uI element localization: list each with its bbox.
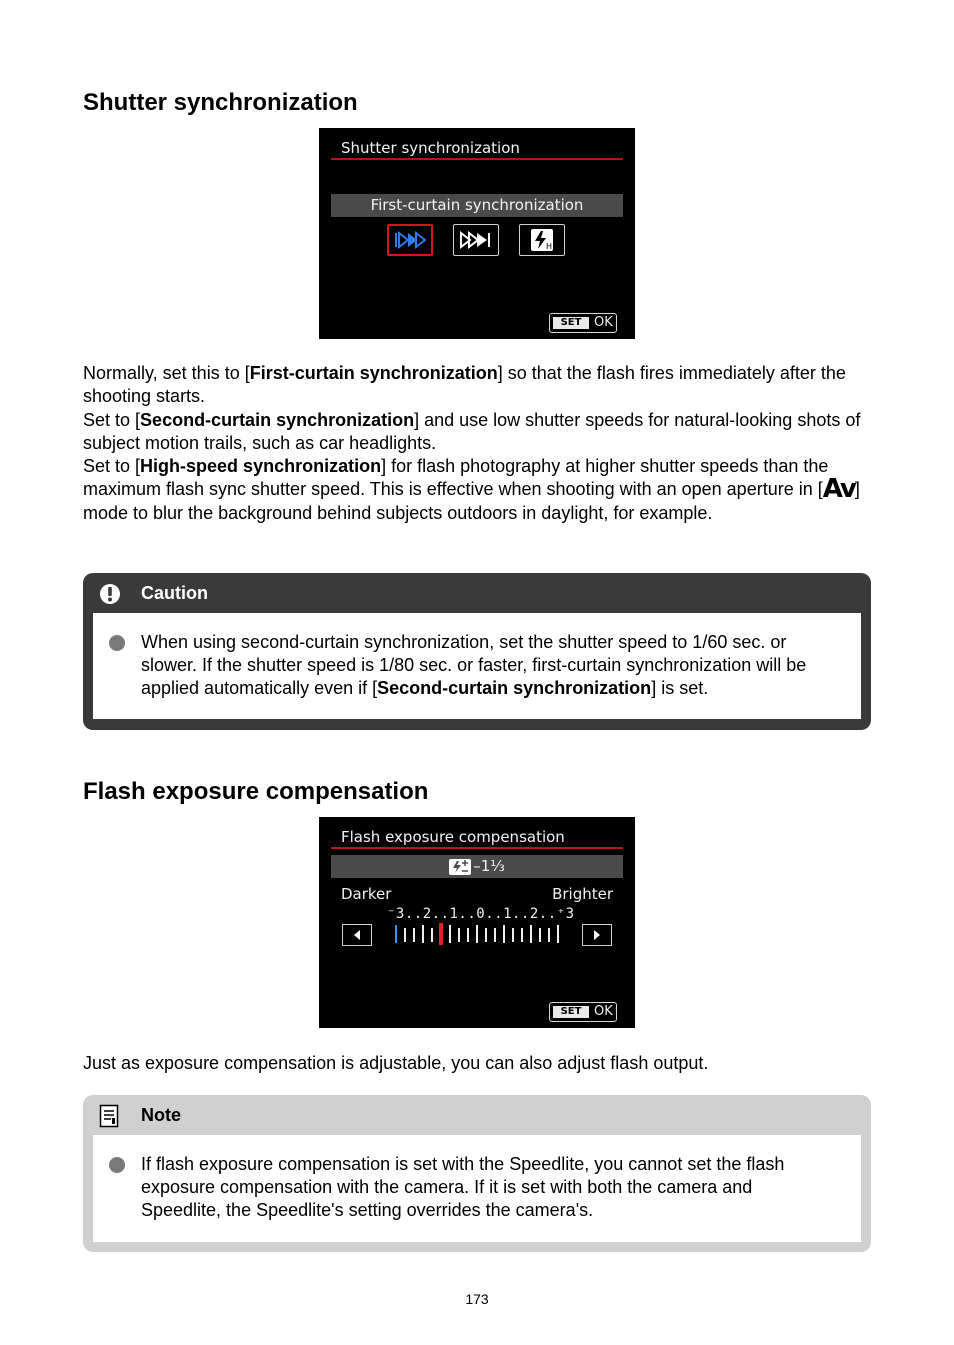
scale-tick: [512, 928, 514, 942]
first-curtain-sync-icon[interactable]: [387, 224, 433, 256]
note-box: [83, 1095, 871, 1252]
paragraph-first-curtain: Normally, set this to [First-curtain synchronization] so that the flash fires immediately after the shooting starts.: [83, 363, 846, 407]
high-speed-sync-icon[interactable]: [519, 224, 565, 256]
scale-tick: [395, 925, 397, 943]
decrease-button[interactable]: [342, 924, 372, 946]
screen-title: Shutter synchronization: [341, 139, 520, 157]
paragraph-flash-output: Just as exposure compensation is adjustable, you can also adjust flash output.: [83, 1053, 709, 1073]
second-curtain-sync-icon[interactable]: [453, 224, 499, 256]
scale-tick: [530, 925, 532, 943]
scale-tick: [539, 928, 541, 942]
right-arrow-icon: [593, 930, 601, 940]
scale-tick: [422, 925, 424, 943]
scale-tick: [548, 928, 550, 942]
scale-tick: [467, 928, 469, 942]
caution-label: Caution: [141, 583, 208, 603]
scale-tick: [449, 925, 451, 943]
shutter-sync-screen: [319, 128, 635, 339]
scale-tick: [557, 925, 559, 943]
scale-tick: [476, 925, 478, 943]
current-level-marker: [439, 923, 443, 945]
paragraph-second-curtain: Set to [Second-curtain synchronization] and use low shutter speeds for natural-looking shots of subject motion trails, such as car headlights.: [83, 410, 861, 454]
selected-option-bar: First-curtain synchronization: [331, 194, 623, 217]
ok-label: OK: [594, 315, 613, 330]
exposure-scale[interactable]: [395, 924, 559, 948]
bullet: [109, 1157, 125, 1173]
bullet: [109, 635, 125, 651]
section-heading-flash-exposure-comp: Flash exposure compensation: [83, 778, 429, 805]
scale-tick: [404, 928, 406, 942]
flash-comp-icon: [449, 859, 471, 875]
scale-tick: [494, 928, 496, 942]
caution-icon: [99, 583, 121, 610]
increase-button[interactable]: [582, 924, 612, 946]
note-icon: [99, 1104, 119, 1133]
title-underline: [331, 158, 623, 160]
ok-label: OK: [594, 1004, 613, 1019]
svg-text:H: H: [546, 242, 553, 251]
scale-tick: [503, 925, 505, 943]
page-number: 173: [465, 1291, 489, 1307]
flash-exposure-comp-screen: [319, 817, 635, 1028]
set-label: SET: [553, 317, 589, 329]
scale-tick: [413, 928, 415, 942]
caution-body: [93, 613, 861, 719]
caution-text: When using second-curtain synchronization, set the shutter speed to 1/60 sec. or slower. If the shutter speed is 1/80 sec. or faster, first-curtain synchronization will be applied automatically even if [Second-curtain synchronization] is set.: [141, 632, 807, 698]
scale-tick: [458, 928, 460, 942]
value-bar: [331, 855, 623, 878]
note-text: If flash exposure compensation is set with the Speedlite, you cannot set the flash exposure compensation with the camera. If it is set with both the camera and Speedlite, the Speedlite's setting overrides the camera's.: [141, 1154, 785, 1220]
av-mode-icon: Av: [822, 474, 855, 505]
note-label: Note: [141, 1105, 181, 1125]
scale-tick: [521, 928, 523, 942]
title-underline: [331, 847, 623, 849]
set-ok-button[interactable]: [549, 313, 617, 333]
brighter-label: Brighter: [552, 885, 613, 903]
left-arrow-icon: [353, 930, 361, 940]
screen-title: Flash exposure compensation: [341, 828, 565, 846]
paragraph-high-speed: Set to [High-speed synchronization] for flash photography at higher shutter speeds than the maximum flash sync shutter speed. This is effective when shooting with an open aperture in [Av] mode to blur the background behind subjects outdoors in daylight, for example.: [83, 456, 860, 523]
set-ok-button[interactable]: [549, 1002, 617, 1022]
scale-tick: [431, 928, 433, 942]
note-body: [93, 1135, 861, 1242]
caution-box: [83, 573, 871, 730]
darker-label: Darker: [341, 885, 392, 903]
scale-tick: [485, 928, 487, 942]
set-label: SET: [553, 1006, 589, 1018]
scale-labels: ⁻3..2..1..0..1..2..⁺3: [387, 906, 575, 922]
flash-comp-value: –1⅓: [473, 857, 505, 875]
section-heading-shutter-sync: Shutter synchronization: [83, 89, 358, 116]
